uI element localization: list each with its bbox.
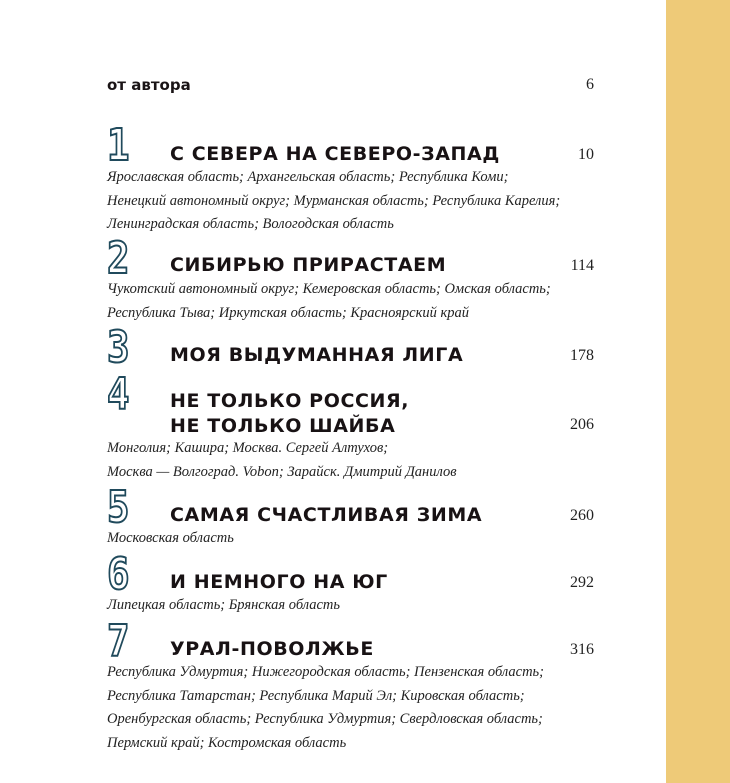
- chapter-title-line-1: НЕ ТОЛЬКО РОССИЯ,: [170, 390, 410, 412]
- page-number: 316: [570, 641, 594, 658]
- chapter-numeral: 1: [107, 120, 130, 171]
- page-number: 206: [570, 416, 594, 433]
- toc-entry-author[interactable]: [107, 76, 594, 96]
- page-number: 292: [570, 574, 594, 591]
- chapter-title: С СЕВЕРА НА СЕВЕРО-ЗАПАД: [170, 143, 500, 165]
- page-number: 6: [586, 76, 594, 93]
- chapter-numeral: 2: [107, 233, 130, 284]
- chapter-regions: Липецкая область; Брянская область: [107, 597, 341, 613]
- author-title: от автора: [107, 76, 191, 94]
- chapter-numeral: 6: [107, 549, 130, 600]
- chapter-regions: Чукотский автономный округ; Кемеровская область; Омская область; Республика Тыва; Иркутская область; Красноярский край: [107, 281, 551, 321]
- chapter-regions: Республика Удмуртия; Нижегородская область; Пензенская область; Республика Татарстан; Республика Марий Эл; Кировская область; Оренбургская область; Республика Удмуртия; Свердловская область; Пермский край; Костромская область: [107, 664, 544, 751]
- chapter-title: МОЯ ВЫДУМАННАЯ ЛИГА: [170, 344, 464, 366]
- chapter-title-line-2: НЕ ТОЛЬКО ШАЙБА: [170, 415, 396, 437]
- chapter-regions: Монголия; Кашира; Москва. Сергей Алтухов; Москва — Волгоград. Vobon; Зарайск. Дмитрий Данилов: [107, 440, 457, 480]
- chapter-title: УРАЛ-ПОВОЛЖЬЕ: [170, 638, 374, 660]
- chapter-regions: Московская область: [107, 530, 234, 546]
- accent-side-band: [666, 0, 730, 783]
- page-number: 114: [570, 257, 594, 274]
- chapter-title: И НЕМНОГО НА ЮГ: [170, 571, 388, 593]
- page-number: 260: [570, 507, 594, 524]
- chapter-title: САМАЯ СЧАСТЛИВАЯ ЗИМА: [170, 504, 483, 526]
- chapter-regions: Ярославская область; Архангельская область; Республика Коми; Ненецкий автономный округ; Мурманская область; Республика Карелия; Ленинградская область; Вологодская область: [107, 169, 561, 232]
- chapter-title: СИБИРЬЮ ПРИРАСТАЕМ: [170, 254, 447, 276]
- page-number: 178: [570, 347, 594, 364]
- chapter-numeral: 5: [107, 482, 130, 533]
- chapter-numeral: 7: [107, 616, 130, 667]
- chapter-numeral: 3: [107, 322, 130, 373]
- chapter-numeral: 4: [107, 369, 130, 420]
- page-number: 10: [578, 146, 594, 163]
